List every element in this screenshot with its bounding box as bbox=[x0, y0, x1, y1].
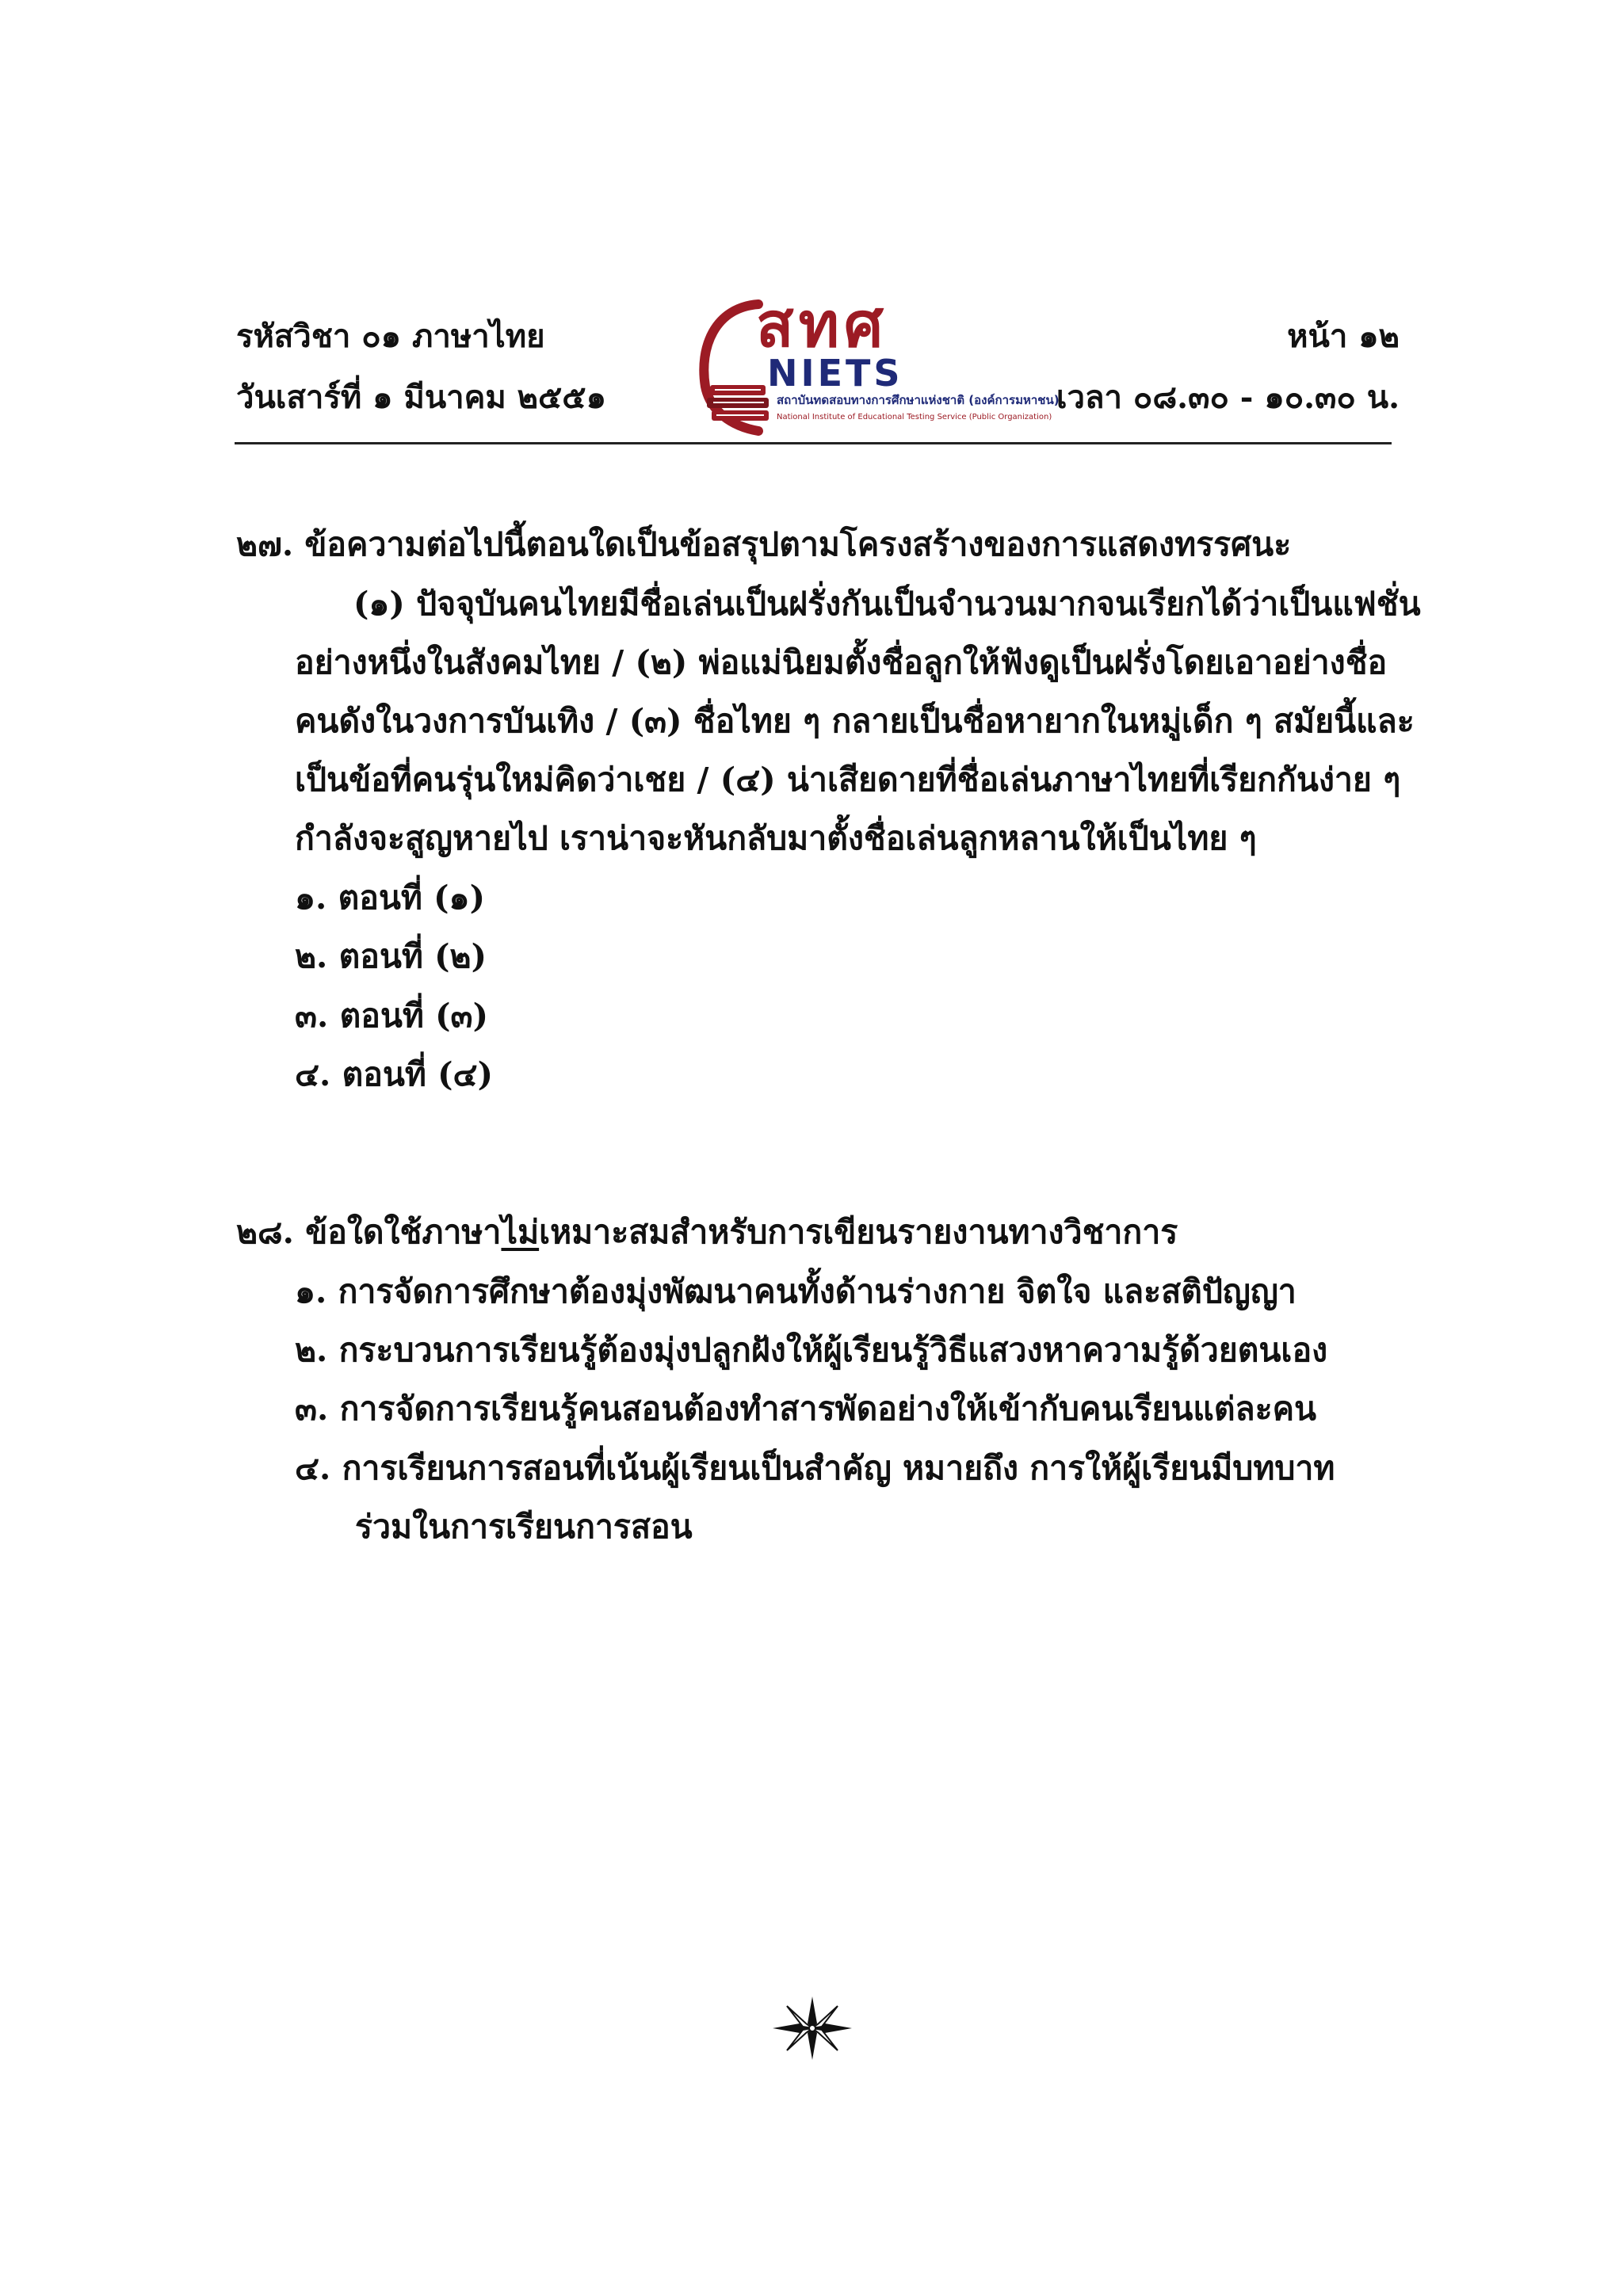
q28-stem-emphasis: ไม่ bbox=[501, 1213, 540, 1251]
header-time: เวลา ๐๘.๓๐ - ๑๐.๓๐ น. bbox=[1056, 379, 1400, 416]
niets-logo bbox=[683, 290, 1060, 436]
q28-stem-prefix: ๒๘. ข้อใดใช้ภาษา bbox=[236, 1213, 502, 1251]
header-divider bbox=[235, 442, 1392, 444]
q27-choice-2: ๒. ตอนที่ (๒) bbox=[295, 937, 487, 975]
header-page-number: หน้า ๑๒ bbox=[1287, 318, 1400, 355]
q28-choice-1: ๑. การจัดการศึกษาต้องมุ่งพัฒนาคนทั้งด้านร่างกาย จิตใจ และสติปัญญา bbox=[295, 1272, 1296, 1310]
q27-passage-line: คนดังในวงการบันเทิง / (๓) ชื่อไทย ๆ กลายเป็นชื่อหายากในหมู่เด็ก ๆ สมัยนี้และ bbox=[295, 702, 1415, 740]
q27-choice-4: ๔. ตอนที่ (๔) bbox=[295, 1055, 493, 1093]
logo-thai-name: สทศ bbox=[756, 290, 888, 361]
q27-passage-line: กำลังจะสูญหายไป เราน่าจะหันกลับมาตั้งชื่อเล่นลูกหลานให้เป็นไทย ๆ bbox=[295, 819, 1257, 857]
q27-choice-1: ๑. ตอนที่ (๑) bbox=[295, 879, 485, 917]
compass-star-ornament-icon bbox=[773, 1997, 852, 2060]
q28-choice-3: ๓. การจัดการเรียนรู้คนสอนต้องทำสารพัดอย่างให้เข้ากับคนเรียนแต่ละคน bbox=[295, 1390, 1317, 1428]
q27-passage-line: (๑) ปัจจุบันคนไทยมีชื่อเล่นเป็นฝรั่งกันเป็นจำนวนมากจนเรียกได้ว่าเป็นแฟชั่น bbox=[353, 585, 1421, 623]
q28-choice-4-continuation: ร่วมในการเรียนการสอน bbox=[355, 1508, 693, 1546]
header-date: วันเสาร์ที่ ๑ มีนาคม ๒๕๕๑ bbox=[236, 379, 606, 416]
q28-stem-suffix: เหมาะสมสำหรับการเขียนรายงานทางวิชาการ bbox=[539, 1213, 1178, 1251]
q27-passage-line: อย่างหนึ่งในสังคมไทย / (๒) พ่อแม่นิยมตั้งชื่อลูกให้ฟังดูเป็นฝรั่งโดยเอาอย่างชื่อ bbox=[295, 643, 1388, 681]
q28-choice-2: ๒. กระบวนการเรียนรู้ต้องมุ่งปลูกฝังให้ผู้เรียนรู้วิธีแสวงหาความรู้ด้วยตนเอง bbox=[295, 1331, 1328, 1369]
logo-thai-org: สถาบันทดสอบทางการศึกษาแห่งชาติ (องค์การมหาชน) bbox=[777, 393, 1060, 407]
q27-stem: ๒๗. ข้อความต่อไปนี้ตอนใดเป็นข้อสรุปตามโครงสร้างของการแสดงทรรศนะ bbox=[236, 525, 1292, 563]
logo-abbreviation: NIETS bbox=[767, 352, 903, 395]
q28-stem bbox=[236, 1213, 1178, 1251]
logo-english-org: National Institute of Educational Testing Service (Public Organization) bbox=[777, 413, 1052, 421]
q28-choice-4: ๔. การเรียนการสอนที่เน้นผู้เรียนเป็นสำคัญ หมายถึง การให้ผู้เรียนมีบทบาท bbox=[295, 1449, 1335, 1487]
q27-passage-line: เป็นข้อที่คนรุ่นใหม่คิดว่าเชย / (๔) น่าเสียดายที่ชื่อเล่นภาษาไทยที่เรียกกันง่าย ๆ bbox=[295, 761, 1401, 799]
header-subject: รหัสวิชา ๐๑ ภาษาไทย bbox=[236, 318, 545, 355]
q27-choice-3: ๓. ตอนที่ (๓) bbox=[295, 997, 488, 1035]
